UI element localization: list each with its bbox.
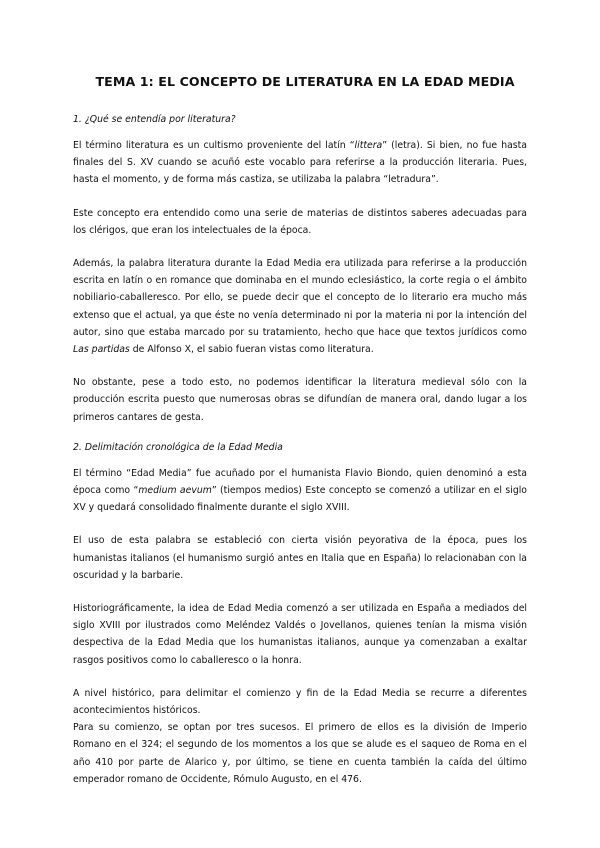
- section-1-heading: 1. ¿Qué se entendía por literatura?: [73, 114, 236, 125]
- section-2-paragraph-5: Para su comienzo, se optan por tres sucesos. El primero de ellos es la división de Imperio Romano en el 324; el segundo de los momentos a los que se alude es el saqueo de Roma en el año 410 por parte de Alarico y, por último, se tiene en cuenta también la caída del último emperador romano de Occidente, Rómulo Augusto, en el 476.: [73, 722, 527, 785]
- text-run: ” (tiempos medios) Este concepto se comenzó a utilizar en el siglo XV y quedará consolidado finalmente durante el siglo XVIII.: [73, 485, 527, 514]
- text-run: El término “Edad Media” fue acuñado por el humanista Flavio Biondo, quien denominó a esta época como “: [73, 467, 527, 497]
- section-2-paragraph-1: [73, 465, 527, 517]
- section-1-paragraph-3: [73, 255, 527, 358]
- section-2-paragraph-4: A nivel histórico, para delimitar el comienzo y fin de la Edad Media se recurre a diferentes acontecimientos históricos.: [73, 687, 527, 717]
- latin-term-medium-aevum: medium aevum: [138, 485, 212, 497]
- document-title: TEMA 1: EL CONCEPTO DE LITERATURA EN LA EDAD MEDIA: [95, 74, 515, 89]
- work-title-las-partidas: Las partidas: [73, 344, 130, 356]
- text-run: ” (letra). Si bien, no fue hasta finales del S. XV cuando se acuñó este vocablo para referirse a la producción literaria. Pues, hasta el momento, y de forma más castiza, se utilizaba la palabra “letradura”.: [73, 140, 527, 186]
- section-2-paragraph-3: Historiográficamente, la idea de Edad Media comenzó a ser utilizada en España a mediados del siglo XVIII por ilustrados como Meléndez Valdés o Jovellanos, quienes tenían la misma visión despectiva de la Edad Media que los humanistas italianos, aunque ya comenzaban a exaltar rasgos positivos como lo caballeresco o la honra.: [73, 603, 527, 666]
- latin-term-littera: littera: [354, 140, 383, 151]
- section-1-paragraph-1: [73, 137, 527, 189]
- text-run: El término literatura es un cultismo proveniente del latín “: [73, 140, 355, 151]
- section-1-paragraph-2: Este concepto era entendido como una serie de materias de distintos saberes adecuadas para los clérigos, que eran los intelectuales de la época.: [73, 207, 527, 236]
- text-run: Además, la palabra literatura durante la Edad Media era utilizada para referirse a la producción escrita en latín o en romance que dominaba en el mundo eclesiástico, la corte regia o el ámbito nobiliario-caballeresco. Por ello, se puede decir que el concepto de lo literario era mucho más extenso que el actual, ya que éste no venía determinado ni por la materia ni por la intención del autor, sino que estaba marcado por su tratamiento, hecho que hace que textos jurídicos como: [73, 258, 527, 338]
- section-1-paragraph-4: No obstante, pese a todo esto, no podemos identificar la literatura medieval sólo con la producción escrita puesto que numerosas obras se difundían de manera oral, dando lugar a los primeros cantares de gesta.: [73, 377, 527, 423]
- text-run: de Alfonso X, el sabio fueran vistas como literatura.: [129, 344, 374, 356]
- section-2-heading: 2. Delimitación cronológica de la Edad Media: [73, 441, 283, 453]
- section-2-paragraph-2: El uso de esta palabra se estableció con cierta visión peyorativa de la época, pues los humanistas italianos (el humanismo surgió antes en Italia que en España) lo relacionaban con la oscuridad y la barbarie.: [73, 535, 527, 581]
